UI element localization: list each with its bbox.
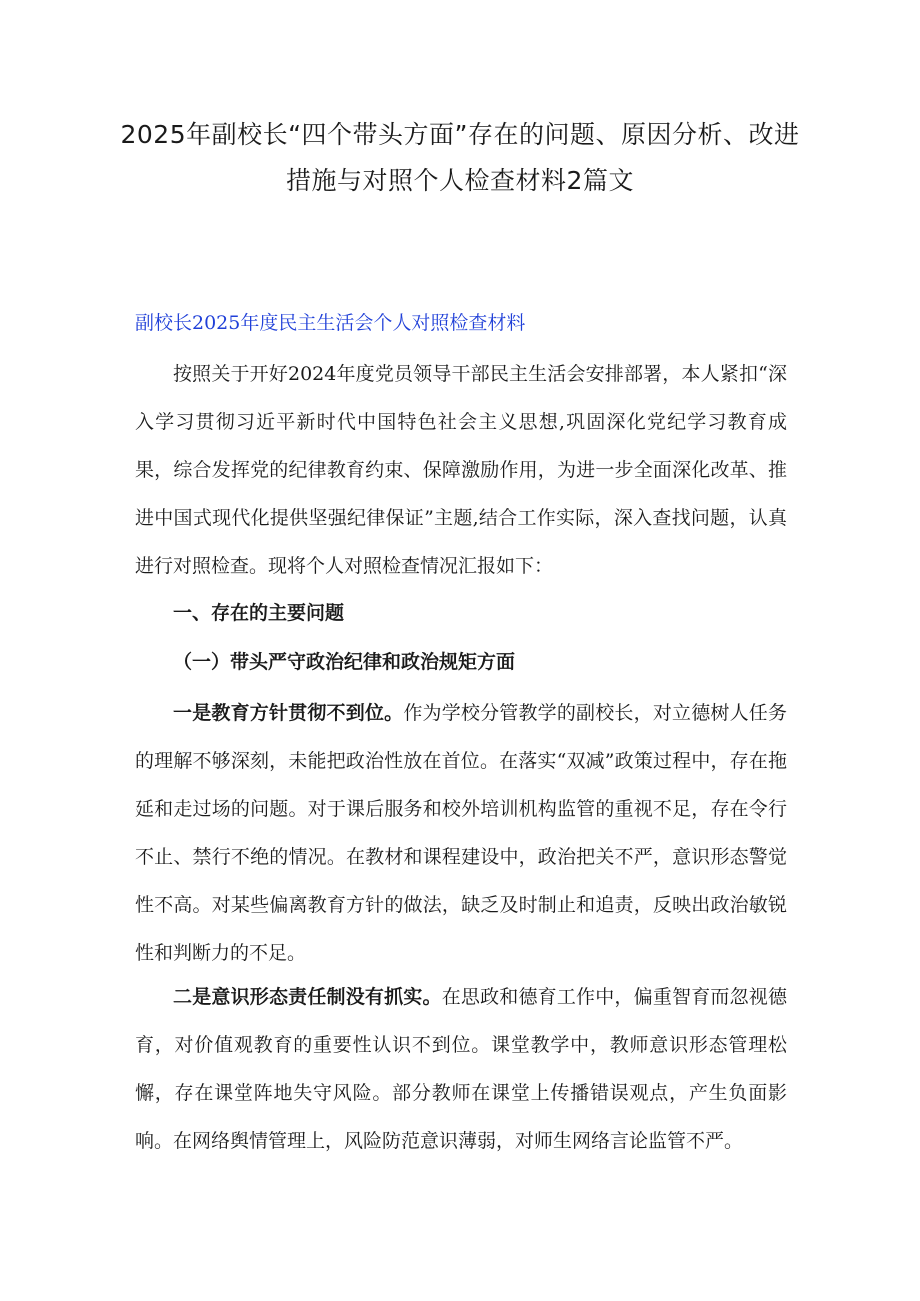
point-one-lead: 一是教育方针贯彻不到位。 [173, 702, 404, 724]
point-two-lead: 二是意识形态责任制没有抓实。 [173, 986, 442, 1008]
section-title-link[interactable]: 副校长2025年度民主生活会个人对照检查材料 [135, 312, 526, 334]
paragraph-point-one [135, 689, 787, 977]
point-one-text: 作为学校分管教学的副校长，对立德树人任务的理解不够深刻，未能把政治性放在首位。在落实“双减”政策过程中，存在拖延和走过场的问题。对于课后服务和校外培训机构监管的重视不足，存在令行不止、禁行不绝的情况。在教材和课程建设中，政治把关不严，意识形态警觉性不高。对某些偏离教育方针的做法，缺乏及时制止和追责，反映出政治敏锐性和判断力的不足。 [135, 702, 787, 964]
heading-political-discipline: （一）带头严守政治纪律和政治规矩方面 [173, 651, 516, 673]
intro-paragraph: 按照关于开好2024年度党员领导干部民主生活会安排部署，本人紧扣“深入学习贯彻习近平新时代中国特色社会主义思想,巩固深化党纪学习教育成果，综合发挥党的纪律教育约束、保障激励作用，为进一步全面深化改革、推进中国式现代化提供坚强纪律保证”主题,结合工作实际，深入查找问题，认真进行对照检查。现将个人对照检查情况汇报如下： [135, 363, 787, 577]
heading-main-problems: 一、存在的主要问题 [173, 602, 345, 624]
document-title: 2025年副校长“四个带头方面”存在的问题、原因分析、改进措施与对照个人检查材料2篇文 [120, 120, 800, 195]
point-two-text: 在思政和德育工作中，偏重智育而忽视德育，对价值观教育的重要性认识不到位。课堂教学中，教师意识形态管理松懈，存在课堂阵地失守风险。部分教师在课堂上传播错误观点，产生负面影响。在网络舆情管理上，风险防范意识薄弱，对师生网络言论监管不严。 [135, 986, 787, 1152]
paragraph-point-two [135, 973, 787, 1165]
